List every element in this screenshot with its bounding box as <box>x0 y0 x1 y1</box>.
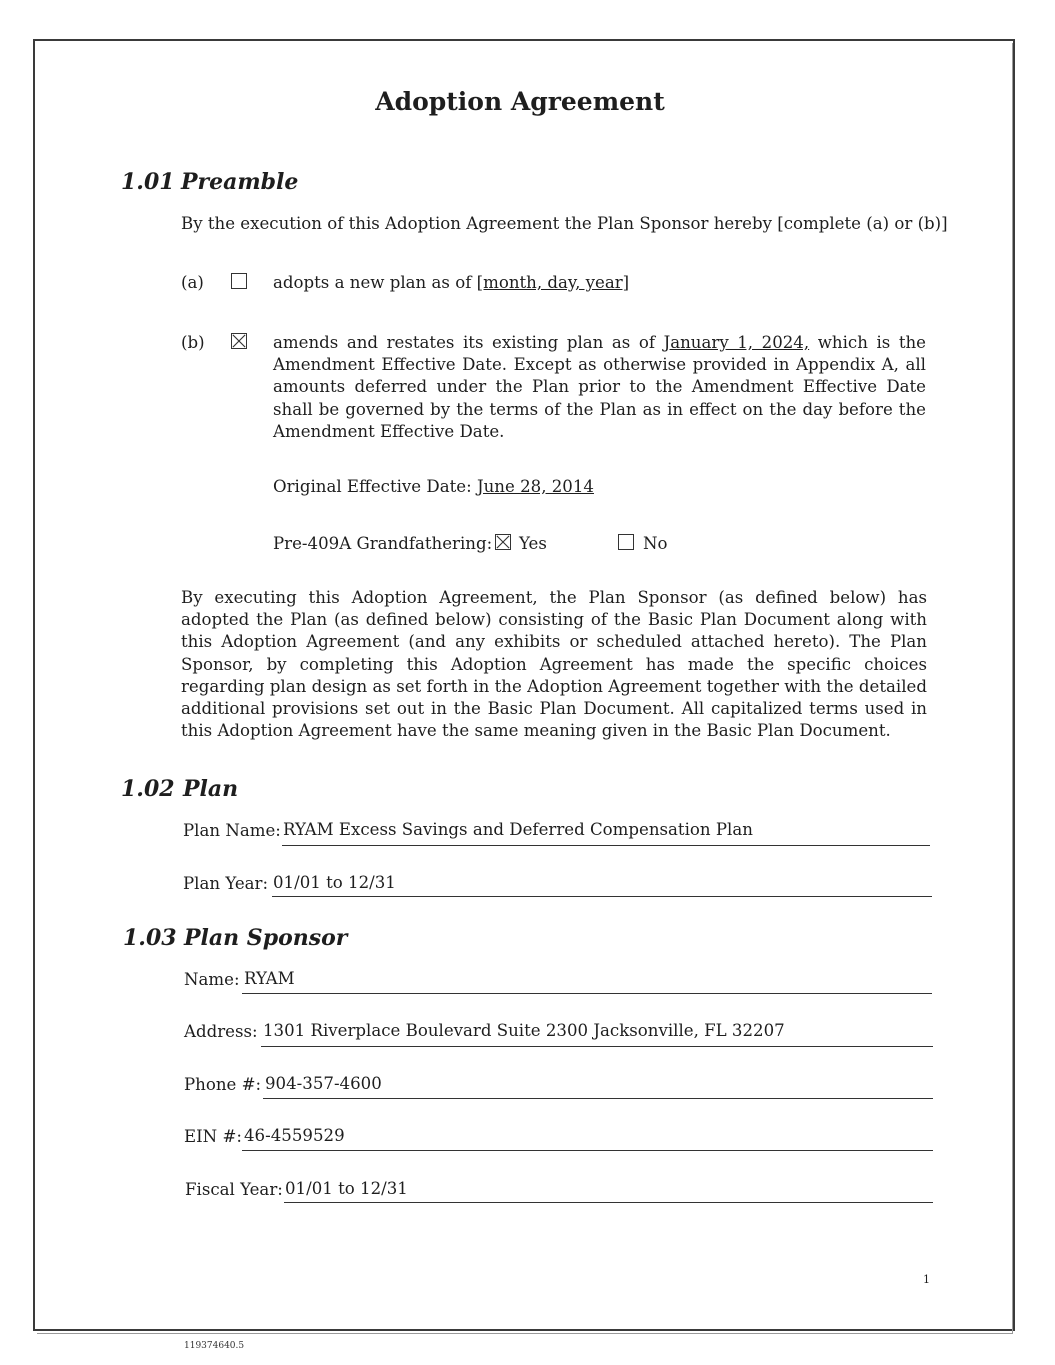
original-effective-date-label: Original Effective Date: <box>273 477 472 496</box>
checked-x-icon <box>496 535 510 549</box>
sponsor-ein-line <box>242 1150 933 1151</box>
original-effective-date-value: June 28, 2014 <box>476 477 594 496</box>
plan-name-label: Plan Name: <box>183 821 281 840</box>
option-a-marker: (a) <box>181 273 204 292</box>
sponsor-phone-line <box>263 1098 933 1099</box>
option-b-label: amends and restates its existing plan as of <box>273 333 656 352</box>
sponsor-fiscal-year-line <box>284 1202 933 1203</box>
plan-year-line <box>272 896 932 897</box>
plan-name-line <box>282 845 930 846</box>
plan-year-label: Plan Year: <box>183 874 269 893</box>
section-number: 1.01 <box>121 169 175 195</box>
sponsor-name-label: Name: <box>184 970 240 989</box>
sponsor-fiscal-year-value: 01/01 to 12/31 <box>285 1179 408 1198</box>
section-number: 1.02 <box>121 776 175 802</box>
sponsor-fiscal-year-label: Fiscal Year: <box>185 1180 283 1199</box>
grandfathering-yes-label: Yes <box>519 534 547 553</box>
grandfathering-label: Pre-409A Grandfathering: <box>273 534 493 553</box>
option-a-checkbox[interactable] <box>231 273 247 289</box>
preamble-intro: By the execution of this Adoption Agreement the Plan Sponsor hereby [complete (a) or (b)] <box>181 214 948 233</box>
option-b-checkbox[interactable] <box>231 333 247 349</box>
option-a-date: [month, day, year] <box>476 273 630 292</box>
sponsor-name-value: RYAM <box>244 969 295 988</box>
page-number: 1 <box>923 1273 930 1286</box>
document-id: 119374640.5 <box>184 1341 245 1351</box>
section-title: Plan Sponsor <box>184 925 348 951</box>
sponsor-address-value: 1301 Riverplace Boulevard Suite 2300 Jacksonville, FL 32207 <box>263 1021 785 1040</box>
section-title: Preamble <box>181 169 299 195</box>
option-b-text <box>273 332 926 443</box>
sponsor-phone-label: Phone #: <box>184 1075 262 1094</box>
grandfathering-no-label: No <box>643 534 668 553</box>
document-title: Adoption Agreement <box>375 87 665 116</box>
preamble-closing-paragraph: By executing this Adoption Agreement, the Plan Sponsor (as defined below) has adopted the Plan (as defined below) consisting of the Basic Plan Document along with this Adoption Agreement (and any exhibits or scheduled attached hereto). The Plan Sponsor, by completing this Adoption Agreement has made the specific choices regarding plan design as set forth in the Adoption Agreement together with the detailed additional provisions set out in the Basic Plan Document. All capitalized terms used in this Adoption Agreement have the same meaning given in the Basic Plan Document. <box>181 588 927 741</box>
sponsor-name-line <box>242 993 932 994</box>
grandfathering-no-checkbox[interactable] <box>618 534 634 550</box>
option-a-text <box>273 272 629 294</box>
section-number: 1.03 <box>123 925 177 951</box>
sponsor-phone-value: 904-357-4600 <box>265 1074 382 1093</box>
sponsor-address-line <box>261 1046 933 1047</box>
sponsor-address-label: Address: <box>184 1022 258 1041</box>
grandfathering-yes-checkbox[interactable] <box>495 534 511 550</box>
option-a-label: adopts a new plan as of <box>273 273 472 292</box>
sponsor-ein-value: 46-4559529 <box>244 1126 345 1145</box>
original-effective-date <box>273 476 594 498</box>
checked-x-icon <box>232 334 246 348</box>
plan-name-value: RYAM Excess Savings and Deferred Compensation Plan <box>283 820 753 839</box>
option-b-date: January 1, 2024, <box>663 333 810 352</box>
option-b-description: which is the Amendment Effective Date. Except as otherwise provided in Appendix A, all amounts deferred under the Plan prior to the Amendment Effective Date shall be governed by the terms of the Plan as in effect on the day before the Amendment Effective Date. <box>273 333 927 441</box>
plan-year-value: 01/01 to 12/31 <box>273 873 396 892</box>
sponsor-ein-label: EIN #: <box>184 1127 242 1146</box>
section-title: Plan <box>183 776 239 802</box>
option-b-marker: (b) <box>181 333 205 352</box>
